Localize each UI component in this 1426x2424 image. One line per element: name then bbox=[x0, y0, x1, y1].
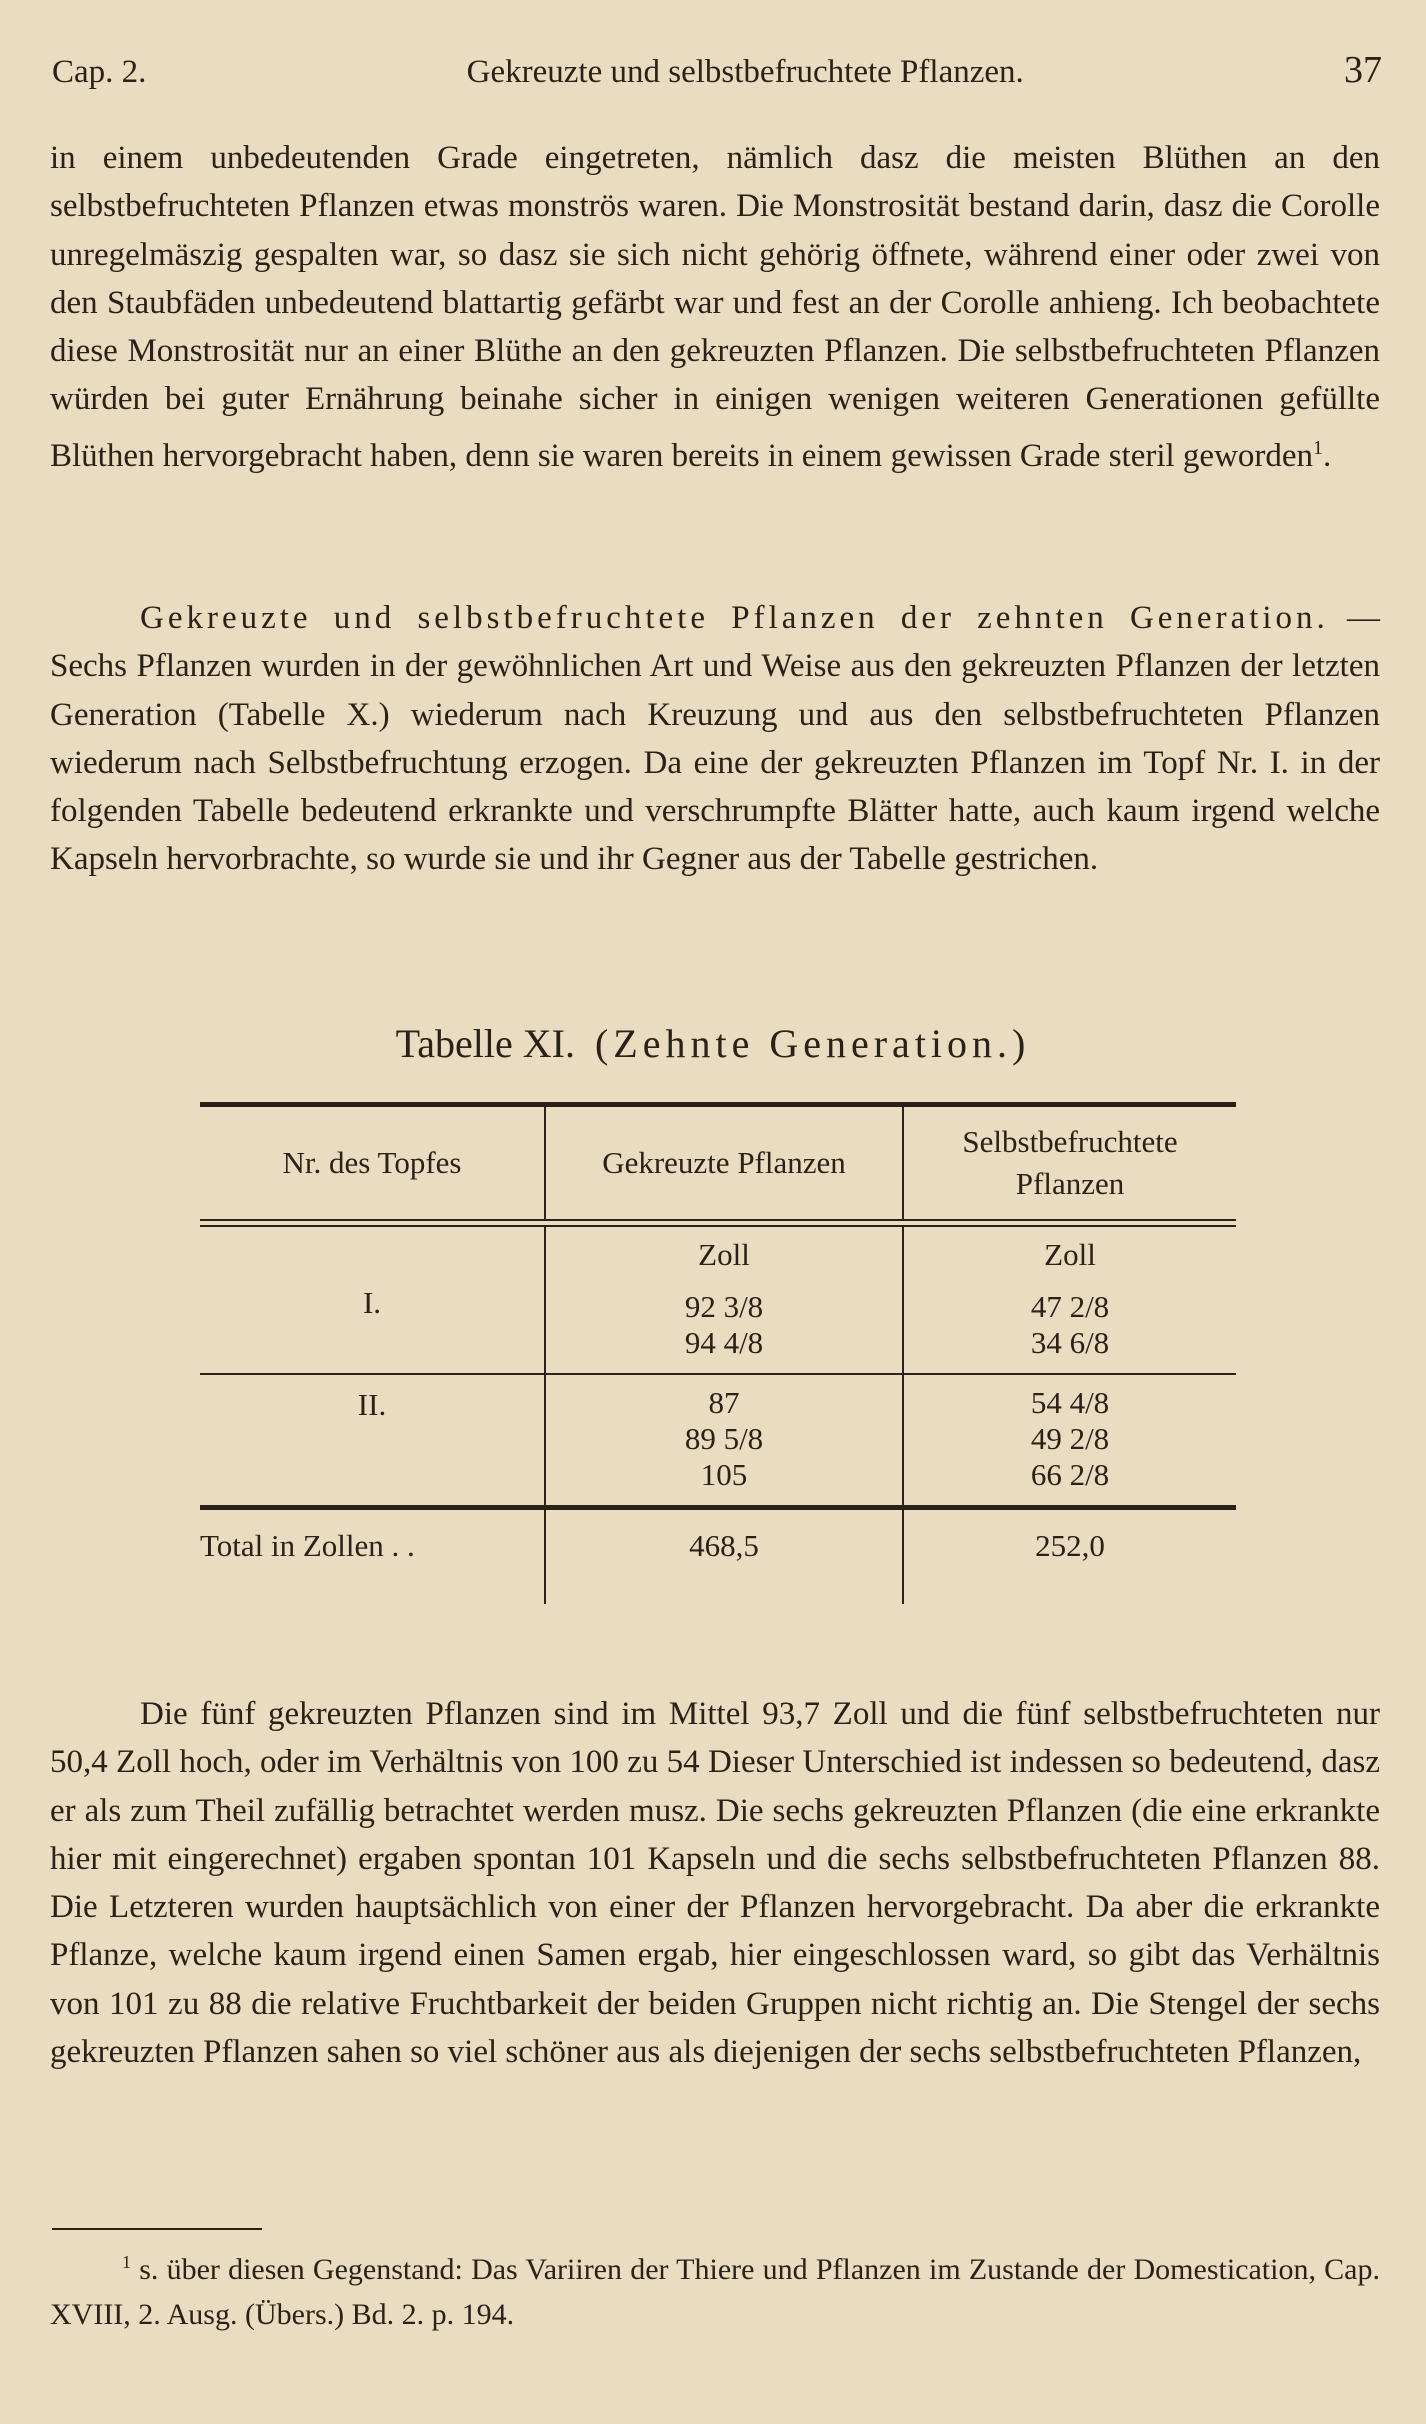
table-row bbox=[200, 1374, 1236, 1508]
crossed-cell bbox=[545, 1226, 903, 1374]
section-heading: Gekreuzte und selbstbefruchtete Pflanzen der zehnten Generation. bbox=[140, 600, 1329, 636]
table-header-row bbox=[200, 1107, 1236, 1220]
unit-label: Zoll bbox=[1044, 1237, 1096, 1272]
value: 54 4/8 bbox=[1030, 1385, 1110, 1420]
running-header bbox=[52, 48, 1382, 98]
table-title bbox=[0, 1020, 1426, 1067]
paragraph-3-text: Die fünf gekreuzten Pflanzen sind im Mittel 93,7 Zoll und die fünf selbstbefruchteten nur 50,4 Zoll hoch, oder im Verhältnis von 100 zu 54 Dieser Unterschied ist indessen so bedeutend, dasz er als zum Theil zufällig betrachtet werden musz. Die sechs gekreuzten Pflanzen (die eine erkrankte hier mit eingerechnet) ergaben spontan 101 Kapseln und die sechs selbstbefruchteten Pflanzen 88. Die Letzteren wurden hauptsächlich von einer der Pflanzen hervorgebracht. Da aber die erkrankte Pflanze, welche kaum irgend einen Samen ergab, hier eingeschlossen ward, so gibt das Verhältnis von 101 zu 88 die relative Fruchtbarkeit der beiden Gruppen nicht richtig an. Die Stengel der sechs gekreuzten Pflanzen sahen so viel schöner aus als diejenigen der sechs selbstbefruchteten Pflanzen, bbox=[50, 1696, 1380, 2071]
value: 47 2/8 bbox=[1030, 1289, 1110, 1324]
paragraph-2-text: — Sechs Pflanzen wurden in der gewöhnlichen Art und Weise aus den gekreuzten Pflanzen der letzten Generation (Tabelle X.) wiederum nach Kreuzung und aus den selbstbefruchteten Pflanzen wiederum nach Selbstbefruchtung erzogen. Da eine der gekreuzten Pflanzen im Topf Nr. I. in der folgenden Tabelle bedeutend erkrankte und verschrumpfte Blätter hatte, auch kaum irgend welche Kapseln hervorbrachte, so wurde sie und ihr Gegner aus der Tabelle gestrichen. bbox=[50, 600, 1380, 878]
value: 66 2/8 bbox=[1030, 1457, 1110, 1492]
pot-label: I. bbox=[362, 1285, 382, 1320]
value: 92 3/8 bbox=[684, 1289, 764, 1324]
paragraph-2 bbox=[50, 594, 1380, 884]
pot-label: II. bbox=[200, 1374, 545, 1508]
total-label: Total in Zollen . . bbox=[200, 1528, 415, 1563]
chapter-label: Cap. 2. bbox=[52, 54, 147, 90]
crossed-cell bbox=[545, 1374, 903, 1508]
paragraph-1-text: in einem unbedeutenden Grade eingetreten, nämlich dasz die meisten Blüthen an den selbstbefruchteten Pflanzen etwas monströs waren. Die Monstrosität bestand darin, dasz die Corolle unregelmäszig gespalten war, so dasz sie sich nicht gehörig öffnete, während einer oder zwei von den Staubfäden unbedeutend blattartig gefärbt war und fest an der Corolle anhieng. Ich beobachtete diese Monstrosität nur an einer Blüthe an den gekreuzten Pflanzen. Die selbstbefruchteten Pflanzen würden bei guter Ernährung beinahe sicher in einigen wenigen weiteren Generationen gefüllte Blüthen hervorgebracht haben, denn sie waren bereits in einem gewissen Grade steril geworden bbox=[50, 140, 1380, 474]
table-title-number: Tabelle XI. bbox=[395, 1021, 575, 1066]
page-number: 37 bbox=[1344, 49, 1382, 91]
paragraph-1 bbox=[50, 134, 1380, 480]
paragraph-1-end: . bbox=[1322, 437, 1332, 474]
total-crossed: 468,5 bbox=[545, 1510, 903, 1604]
footnote-ref: 1 bbox=[1313, 436, 1323, 459]
total-row bbox=[200, 1510, 1236, 1604]
self-cell bbox=[903, 1226, 1236, 1374]
footnote-number: 1 bbox=[122, 2252, 131, 2272]
value: 87 bbox=[708, 1385, 740, 1420]
data-table bbox=[200, 1102, 1236, 1604]
value: 89 5/8 bbox=[684, 1421, 764, 1456]
header-self: Selbstbefruchtete Pflanzen bbox=[903, 1107, 1236, 1220]
unit-label: Zoll bbox=[698, 1237, 750, 1272]
value: 49 2/8 bbox=[1030, 1421, 1110, 1456]
header-pot: Nr. des Topfes bbox=[282, 1145, 462, 1180]
paragraph-3 bbox=[50, 1690, 1380, 2076]
running-title: Gekreuzte und selbstbefruchtete Pflanzen. bbox=[466, 54, 1024, 90]
footnote-text: s. über diesen Gegenstand: Das Variiren der Thiere und Pflanzen im Zustande der Domestication, Cap. XVIII, 2. Ausg. (Übers.) Bd. 2. p. 194. bbox=[50, 2253, 1380, 2331]
value: 94 4/8 bbox=[684, 1325, 764, 1360]
table-row bbox=[200, 1226, 1236, 1374]
header-crossed: Gekreuzte Pflanzen bbox=[545, 1107, 903, 1220]
footnote-divider bbox=[52, 2228, 262, 2230]
total-self: 252,0 bbox=[903, 1510, 1236, 1604]
self-cell bbox=[903, 1374, 1236, 1508]
table-title-generation: (Zehnte Generation.) bbox=[594, 1021, 1031, 1066]
value: 34 6/8 bbox=[1030, 1325, 1110, 1360]
value: 105 bbox=[700, 1457, 748, 1492]
footnote bbox=[50, 2240, 1380, 2337]
